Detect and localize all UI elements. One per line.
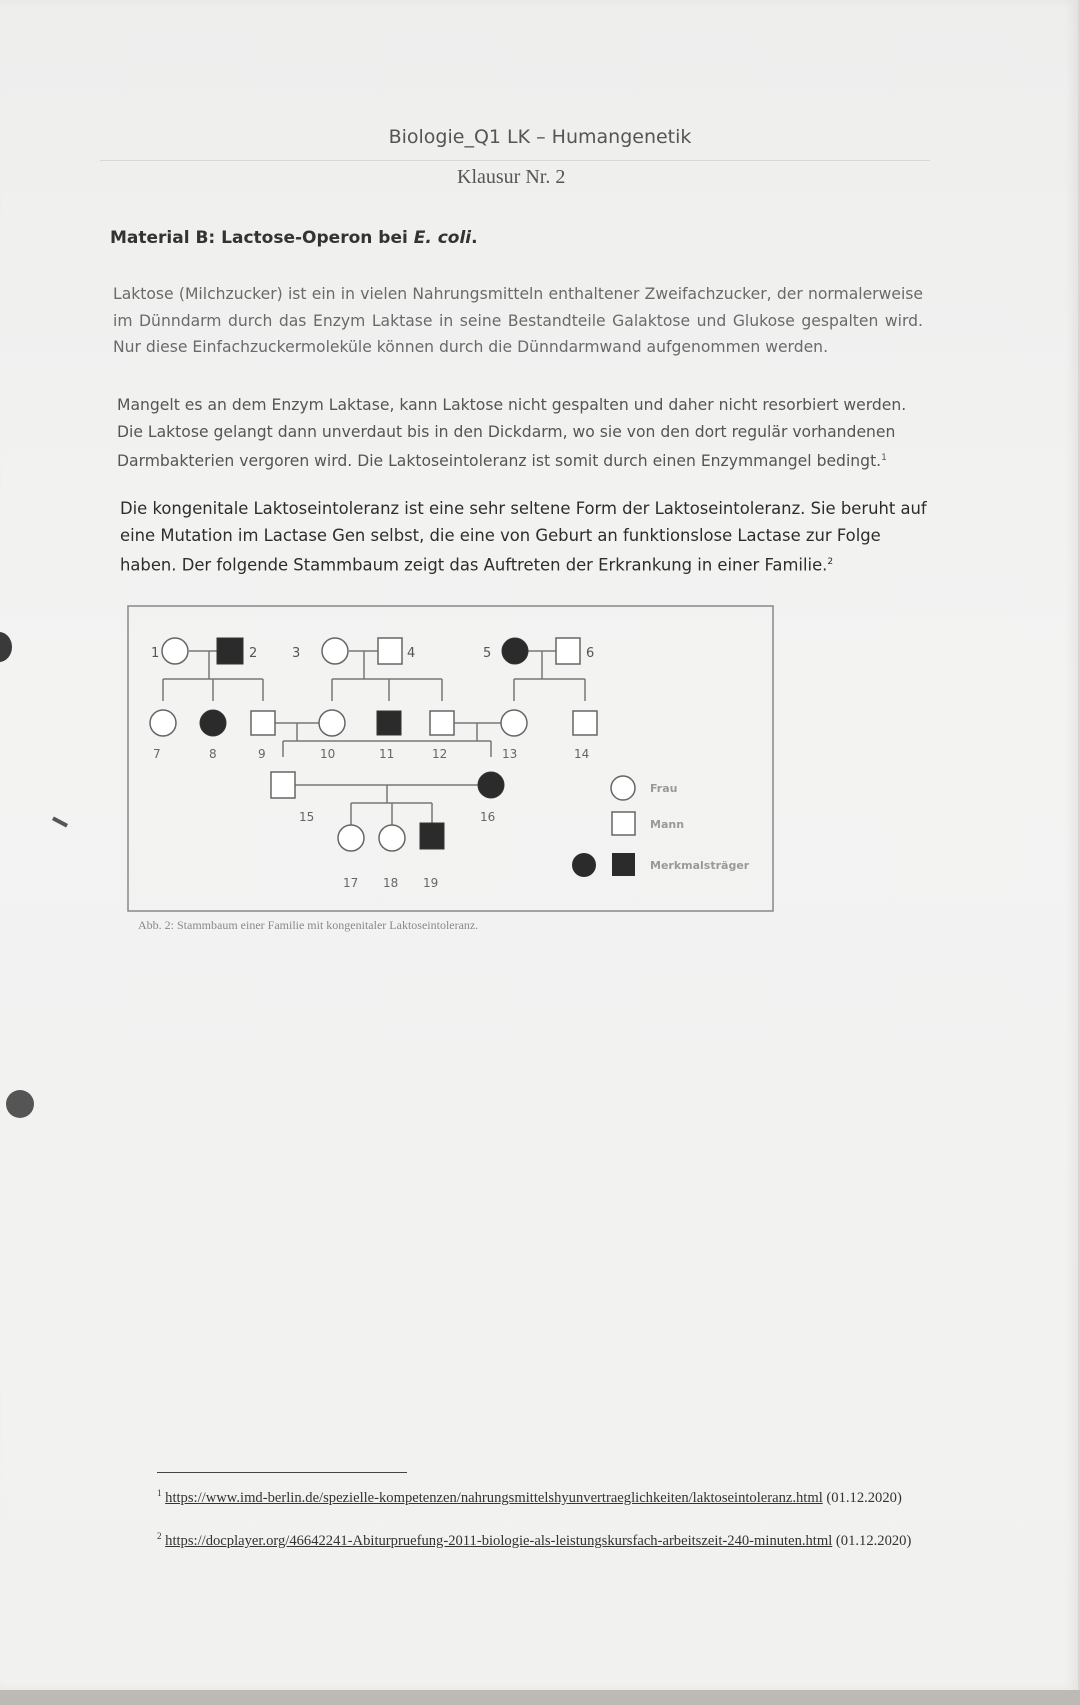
paragraph-2 bbox=[117, 392, 925, 475]
individual-18-female bbox=[379, 825, 405, 851]
individual-11-male-affected bbox=[377, 711, 401, 735]
individual-16-female-affected bbox=[478, 772, 504, 798]
legend-affected-label: Merkmalsträger bbox=[650, 859, 750, 872]
footnote-2-date: (01.12.2020) bbox=[832, 1532, 912, 1549]
individual-6-male bbox=[556, 638, 580, 664]
punch-hole bbox=[6, 1090, 34, 1118]
label-4: 4 bbox=[407, 646, 416, 661]
individual-2-male-affected bbox=[217, 638, 243, 664]
label-14: 14 bbox=[574, 747, 590, 761]
heading-organism: E. coli bbox=[413, 228, 472, 248]
paragraph-3 bbox=[120, 495, 930, 578]
footnote-1-date: (01.12.2020) bbox=[822, 1489, 902, 1506]
label-10: 10 bbox=[320, 747, 336, 761]
label-17: 17 bbox=[343, 876, 359, 890]
individual-4-male bbox=[378, 638, 402, 664]
individual-8-female-affected bbox=[200, 710, 226, 736]
label-8: 8 bbox=[209, 747, 217, 761]
footnote-1-number: 1 bbox=[157, 1488, 162, 1498]
paragraph-3-text: Die kongenitale Laktoseintoleranz ist eine sehr seltene Form der Laktoseintoleranz. Sie beruht auf eine Mutation im Lactase Gen selbst, die eine von Geburt an funktionslose Lactase zur Folge haben. Der folgende Stammbaum zeigt das Auftreten der Erkrankung in einer Familie. bbox=[120, 499, 927, 575]
legend-male-symbol bbox=[612, 812, 635, 835]
individual-3-female bbox=[322, 638, 348, 664]
label-5: 5 bbox=[483, 646, 492, 661]
footnote-2 bbox=[157, 1526, 917, 1552]
paragraph-1: Laktose (Milchzucker) ist ein in vielen Nahrungsmitteln enthaltener Zweifachzucker, der normalerweise im Dünndarm durch das Enzym Laktase in seine Bestandteile Galaktose und Glukose gespalten wird. Nur diese Einfachzuckermoleküle können durch die Dünndarmwand aufgenommen werden. bbox=[113, 285, 923, 356]
label-13: 13 bbox=[502, 747, 518, 761]
label-19: 19 bbox=[423, 876, 439, 890]
label-15: 15 bbox=[299, 810, 315, 824]
label-6: 6 bbox=[586, 646, 595, 661]
header-rule bbox=[100, 160, 930, 161]
legend-affected-male-symbol bbox=[612, 853, 635, 876]
individual-14-male bbox=[573, 711, 597, 735]
individual-7-female bbox=[150, 710, 176, 736]
legend-female-label: Frau bbox=[650, 782, 678, 795]
label-3: 3 bbox=[292, 646, 301, 661]
pedigree-lines bbox=[163, 651, 585, 825]
figure-caption: Abb. 2: Stammbaum einer Familie mit kongenitaler Laktoseintoleranz. bbox=[138, 918, 479, 932]
individual-19-male-affected bbox=[420, 823, 444, 849]
legend-female-symbol bbox=[611, 776, 635, 800]
legend-male-label: Mann bbox=[650, 818, 685, 831]
label-11: 11 bbox=[379, 747, 395, 761]
label-1: 1 bbox=[151, 646, 160, 661]
individual-5-female-affected bbox=[502, 638, 528, 664]
page-bottom-edge bbox=[0, 1690, 1080, 1705]
footnote-rule bbox=[157, 1472, 407, 1473]
individual-13-female bbox=[501, 710, 527, 736]
individual-15-male bbox=[271, 772, 295, 798]
legend-affected-female-symbol bbox=[572, 853, 596, 877]
label-9: 9 bbox=[258, 747, 266, 761]
paragraph-2-text: Mangelt es an dem Enzym Laktase, kann Laktose nicht gespalten und daher nicht resorbiert werden. Die Laktose gelangt dann unverdaut bis in den Dickdarm, wo sie von den dort regulär vorhandenen Darmbakterien vergoren wird. Die Laktoseintoleranz ist somit durch einen Enzymmangel bedingt. bbox=[117, 396, 907, 471]
footnote-ref-2: 2 bbox=[827, 557, 834, 567]
heading-prefix: Material B: Lactose-Operon bei bbox=[110, 228, 414, 248]
label-16: 16 bbox=[480, 810, 496, 824]
individual-10-female bbox=[319, 710, 345, 736]
label-2: 2 bbox=[249, 646, 258, 661]
footnote-2-number: 2 bbox=[157, 1531, 162, 1541]
individual-17-female bbox=[338, 825, 364, 851]
individual-12-male bbox=[430, 711, 454, 735]
pedigree-figure bbox=[127, 605, 777, 915]
exam-title: Klausur Nr. 2 bbox=[457, 166, 566, 188]
course-title: Biologie_Q1 LK – Humangenetik bbox=[388, 126, 692, 148]
label-7: 7 bbox=[153, 747, 161, 761]
label-12: 12 bbox=[432, 747, 448, 761]
label-18: 18 bbox=[383, 876, 399, 890]
footnote-1 bbox=[157, 1483, 917, 1509]
individual-1-female bbox=[162, 638, 188, 664]
individual-9-male bbox=[251, 711, 275, 735]
material-heading bbox=[110, 228, 478, 248]
footnote-ref-1: 1 bbox=[881, 453, 887, 463]
footnote-2-link[interactable]: https://docplayer.org/46642241-Abiturpruefung-2011-biologie-als-leistungskursfach-arbeitszeit-240-minuten.html bbox=[165, 1532, 833, 1549]
footnote-1-link[interactable]: https://www.imd-berlin.de/spezielle-kompetenzen/nahrungsmittelshyunvertraeglichkeiten/laktoseintoleranz.html bbox=[165, 1489, 823, 1506]
heading-suffix: . bbox=[471, 228, 478, 248]
